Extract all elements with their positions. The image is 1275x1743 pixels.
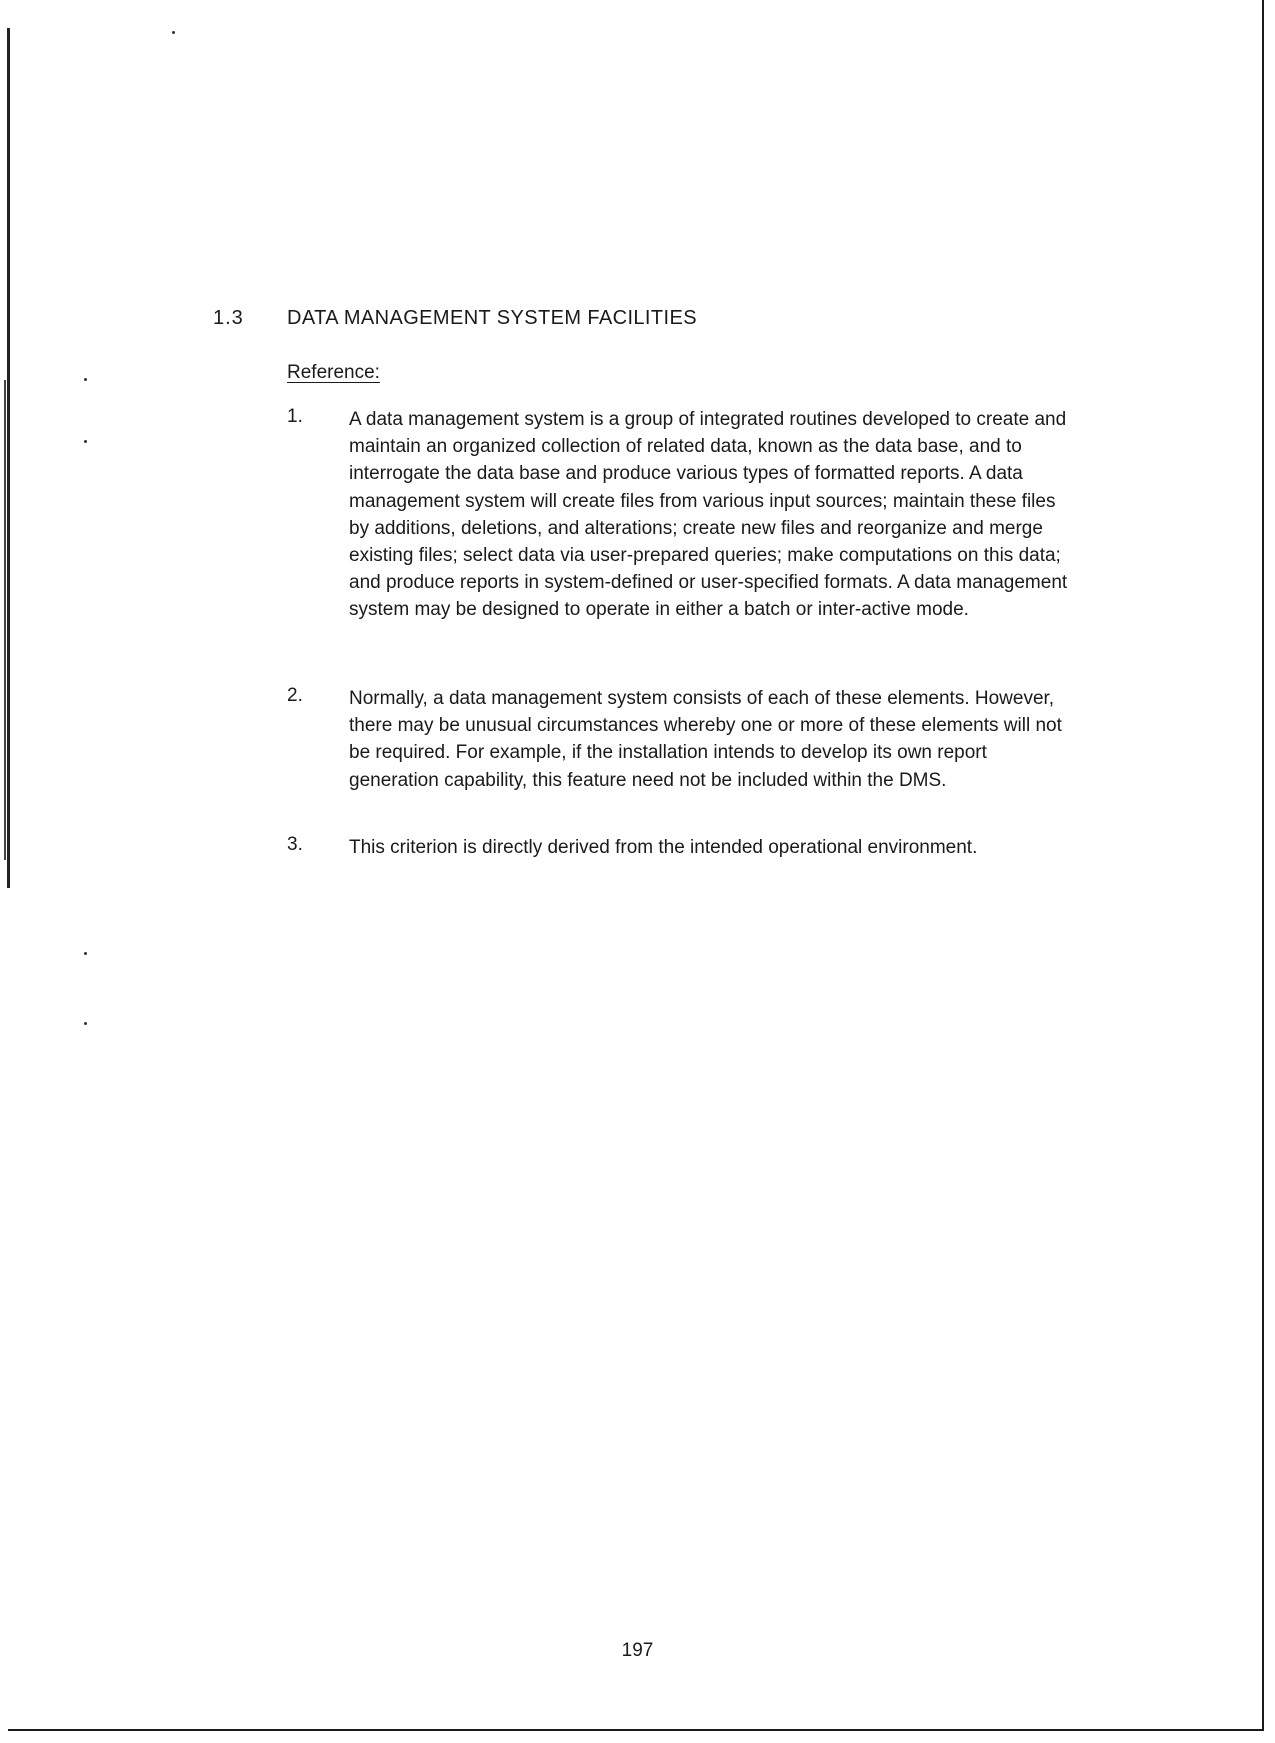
scan-edge-bottom: [8, 1729, 1264, 1731]
list-item-text: A data management system is a group of integrated routines developed to create and maintain an organized collection of related data, known as the data base, and to interrogate the data base and produce various types of formatted reports. A data management system will create files from various input sources; maintain these files by additions, deletions, and alterations; create new files and reorganize and merge existing files; select data via user-prepared queries; make computations on this data; and produce reports in system-defined or user-specified formats. A data management system may be designed to operate in either a batch or inter-active mode.: [349, 409, 1068, 621]
list-item-text: This criterion is directly derived from the intended operational environment.: [349, 837, 978, 858]
scan-speck: [84, 1022, 87, 1025]
section-title: DATA MANAGEMENT SYSTEM FACILITIES: [287, 307, 697, 329]
list-item-number: 2.: [287, 685, 303, 706]
scan-edge-left: [7, 28, 10, 888]
list-item: [287, 834, 1077, 864]
list-item-text: Normally, a data management system consists of each of these elements. However, there may be unusual circumstances whereby one or more of these elements will not be required. For example, if the installation intends to develop its own report generation capability, this feature need not be included within the DMS.: [349, 688, 1062, 791]
scan-speck: [84, 952, 87, 955]
scan-speck: [84, 440, 87, 443]
scan-speck: [84, 378, 87, 381]
list-item: [287, 685, 1077, 825]
scan-speck: [172, 31, 175, 34]
reference-label: Reference:: [287, 362, 380, 383]
list-item-number: 3.: [287, 834, 303, 855]
page-number: 197: [621, 1640, 654, 1661]
scan-edge-left-inner: [4, 380, 6, 860]
list-item-number: 1.: [287, 406, 303, 427]
section-number: 1.3: [213, 307, 244, 329]
scan-edge-right: [1262, 0, 1264, 1730]
list-item: [287, 406, 1077, 676]
